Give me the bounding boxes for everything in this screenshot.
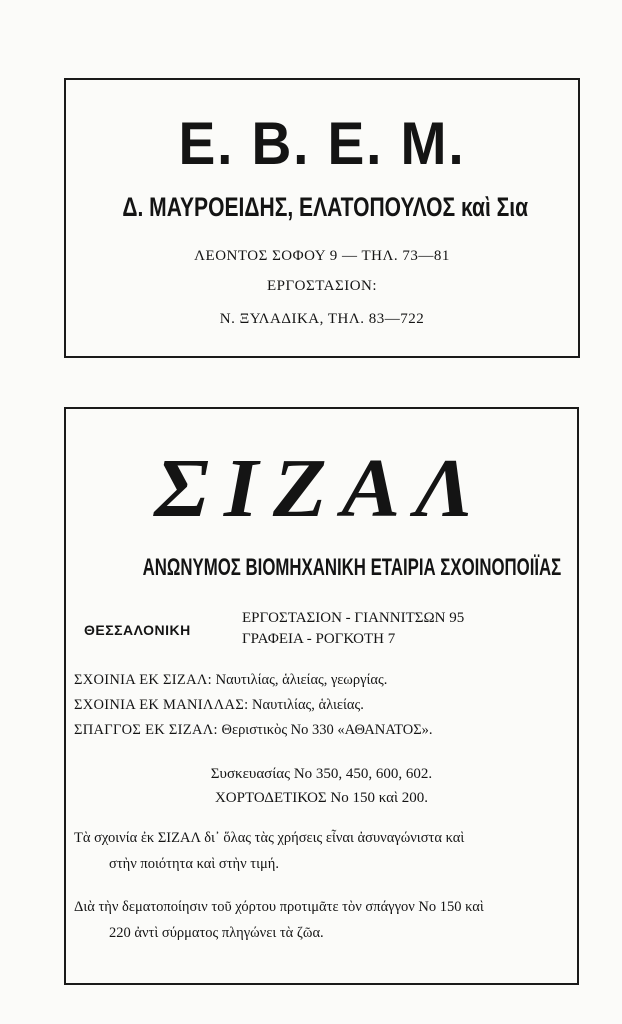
product-label: ΣΠΑΓΓΟΣ ΕΚ ΣΙΖΑΛ: <box>74 722 218 738</box>
product-uses: Ναυτιλίας, ἁλιείας, γεωργίας. <box>215 672 388 688</box>
product-line <box>74 671 387 689</box>
product-line <box>74 696 364 714</box>
product-label: ΣΧΟΙΝΙΑ ΕΚ ΣΙΖΑΛ: <box>74 672 212 688</box>
paragraph-line: στὴν ποιότητα καὶ στὴν τιμή. <box>109 856 280 872</box>
sizal-brand: ΣΙΖΑΛ <box>154 442 489 535</box>
baling-paragraph <box>74 894 574 946</box>
paragraph-line: Διὰ τὴν δεματοποίησιν τοῦ χόρτου προτιμᾶτε τὸν σπάγγον Νο 150 καὶ <box>74 899 484 915</box>
factory-address: ΕΡΓΟΣΤΑΣΙΟΝ - ΓΙΑΝΝΙΤΣΩΝ 95 <box>242 610 465 626</box>
product-label: ΣΧΟΙΝΙΑ ΕΚ ΜΑΝΙΛΛΑΣ: <box>74 697 249 713</box>
product-line <box>74 721 433 739</box>
quality-paragraph <box>74 825 574 877</box>
city-name: ΘΕΣΣΑΛΟΝΙΚΗ <box>84 622 191 638</box>
packaging-line: Συσκευασίας Νο 350, 450, 600, 602. <box>210 766 433 782</box>
offices-address: ΓΡΑΦΕΙΑ - ΡΟΓΚΟΤΗ 7 <box>242 631 396 647</box>
product-uses: Ναυτιλίας, ἁλιείας. <box>252 697 364 713</box>
baler-twine-line: ΧΟΡΤΟΔΕΤΙΚΟΣ Νο 150 καὶ 200. <box>214 790 429 806</box>
company-subtitle: ΑΝΩΝΥΜΟΣ ΒΙΟΜΗΧΑΝΙΚΗ ΕΤΑΙΡΙΑ ΣΧΟΙΝΟΠΟΙΪΑΣ <box>142 554 562 581</box>
factory-address: Ν. ΞΥΛΑΔΙΚΑ, ΤΗΛ. 83—722 <box>219 311 425 327</box>
factory-label: ΕΡΓΟΣΤΑΣΙΟΝ: <box>266 278 378 294</box>
ebem-title: Ε. Β. Ε. Μ. <box>178 110 466 177</box>
company-name: Δ. ΜΑΥΡΟΕΙΔΗΣ, ΕΛΑΤΟΠΟΥΛΟΣ καὶ Σια <box>122 192 529 222</box>
paragraph-line: 220 ἀντὶ σύρματος πληγώνει τὰ ζῶα. <box>109 925 324 941</box>
paragraph-line: Τὰ σχοινία ἐκ ΣΙΖΑΛ δι᾿ ὅλας τὰς χρήσεις εἶναι ἀσυναγώνιστα καὶ <box>74 830 465 846</box>
office-address: ΛΕΟΝΤΟΣ ΣΟΦΟΥ 9 — ΤΗΛ. 73—81 <box>194 248 450 264</box>
product-uses: Θεριστικὸς Νο 330 «ΑΘΑΝΑΤΟΣ». <box>221 722 433 738</box>
advertisement-ebem <box>64 78 580 358</box>
advertisement-sizal <box>64 407 579 985</box>
